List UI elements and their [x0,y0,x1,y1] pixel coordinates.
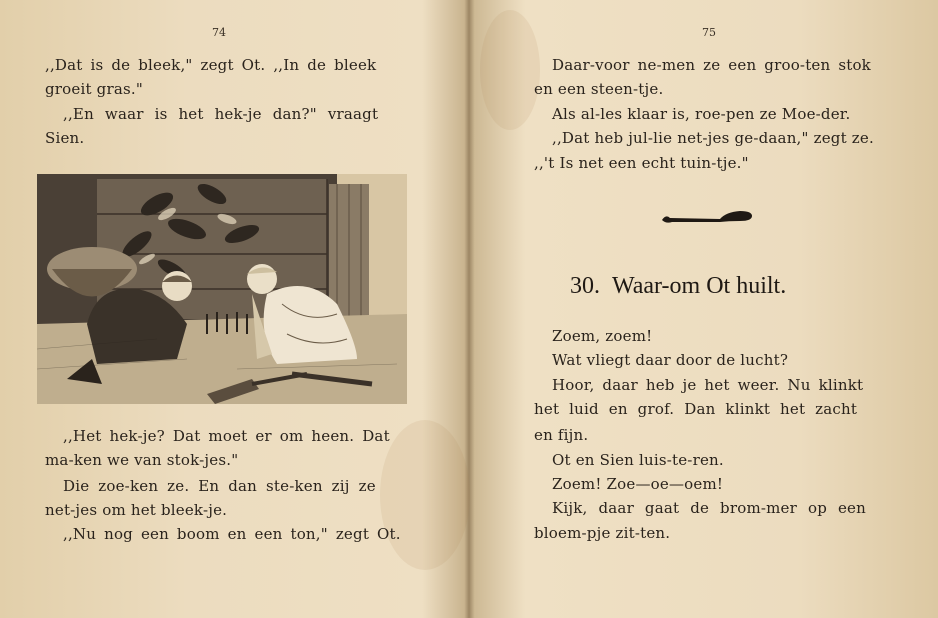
text-line: en fijn. [534,426,589,444]
chapter-heading [570,273,786,300]
text-line: ,,Dat is de bleek," zegt Ot. ,,In de bleek [45,56,377,74]
text-line: net-jes om het bleek-je. [45,501,228,519]
page-number-left: 74 [212,26,226,39]
text-line: Hoor, daar heb je het weer. Nu klinkt [552,376,864,394]
text-line: Sien. [45,129,85,147]
illustration-children-gardening [37,174,407,404]
page-number-right: 75 [702,26,716,39]
right-page [470,0,938,618]
left-page [0,0,468,618]
text-line: Daar-voor ne-men ze een groo-ten stok [552,56,871,74]
text-line: en een steen-tje. [534,80,664,98]
text-line: bloem-pje zit-ten. [534,524,671,542]
text-line: Die zoe-ken ze. En dan ste-ken zij ze [63,477,376,495]
text-line: ,,En waar is het hek-je dan?" vraagt [63,105,379,123]
text-line: ,,Het hek-je? Dat moet er om heen. Dat [63,427,390,445]
text-line: Als al-les klaar is, roe-pen ze Moe-der. [552,105,851,123]
text-line: ,,Nu nog een boom en een ton," zegt Ot. [63,525,401,543]
chapter-number: 30. [570,273,600,299]
text-line: groeit gras." [45,80,143,98]
text-line: Zoem! Zoe—oe—oem! [552,475,724,493]
text-line: Kijk, daar gaat de brom-mer op een [552,499,866,517]
text-line: ma-ken we van stok-jes." [45,451,239,469]
text-line: Wat vliegt daar door de lucht? [552,351,789,369]
text-line: het luid en grof. Dan klinkt het zacht [534,400,858,418]
text-line: Ot en Sien luis-te-ren. [552,451,724,469]
ornament-spade-icon [660,206,755,226]
text-line: Zoem, zoem! [552,327,653,345]
text-line: ,,'t Is net een echt tuin-tje." [534,154,749,172]
text-line: ,,Dat heb jul-lie net-jes ge-daan," zegt ze. [552,129,874,147]
chapter-title: Waar-om Ot huilt. [612,273,787,299]
